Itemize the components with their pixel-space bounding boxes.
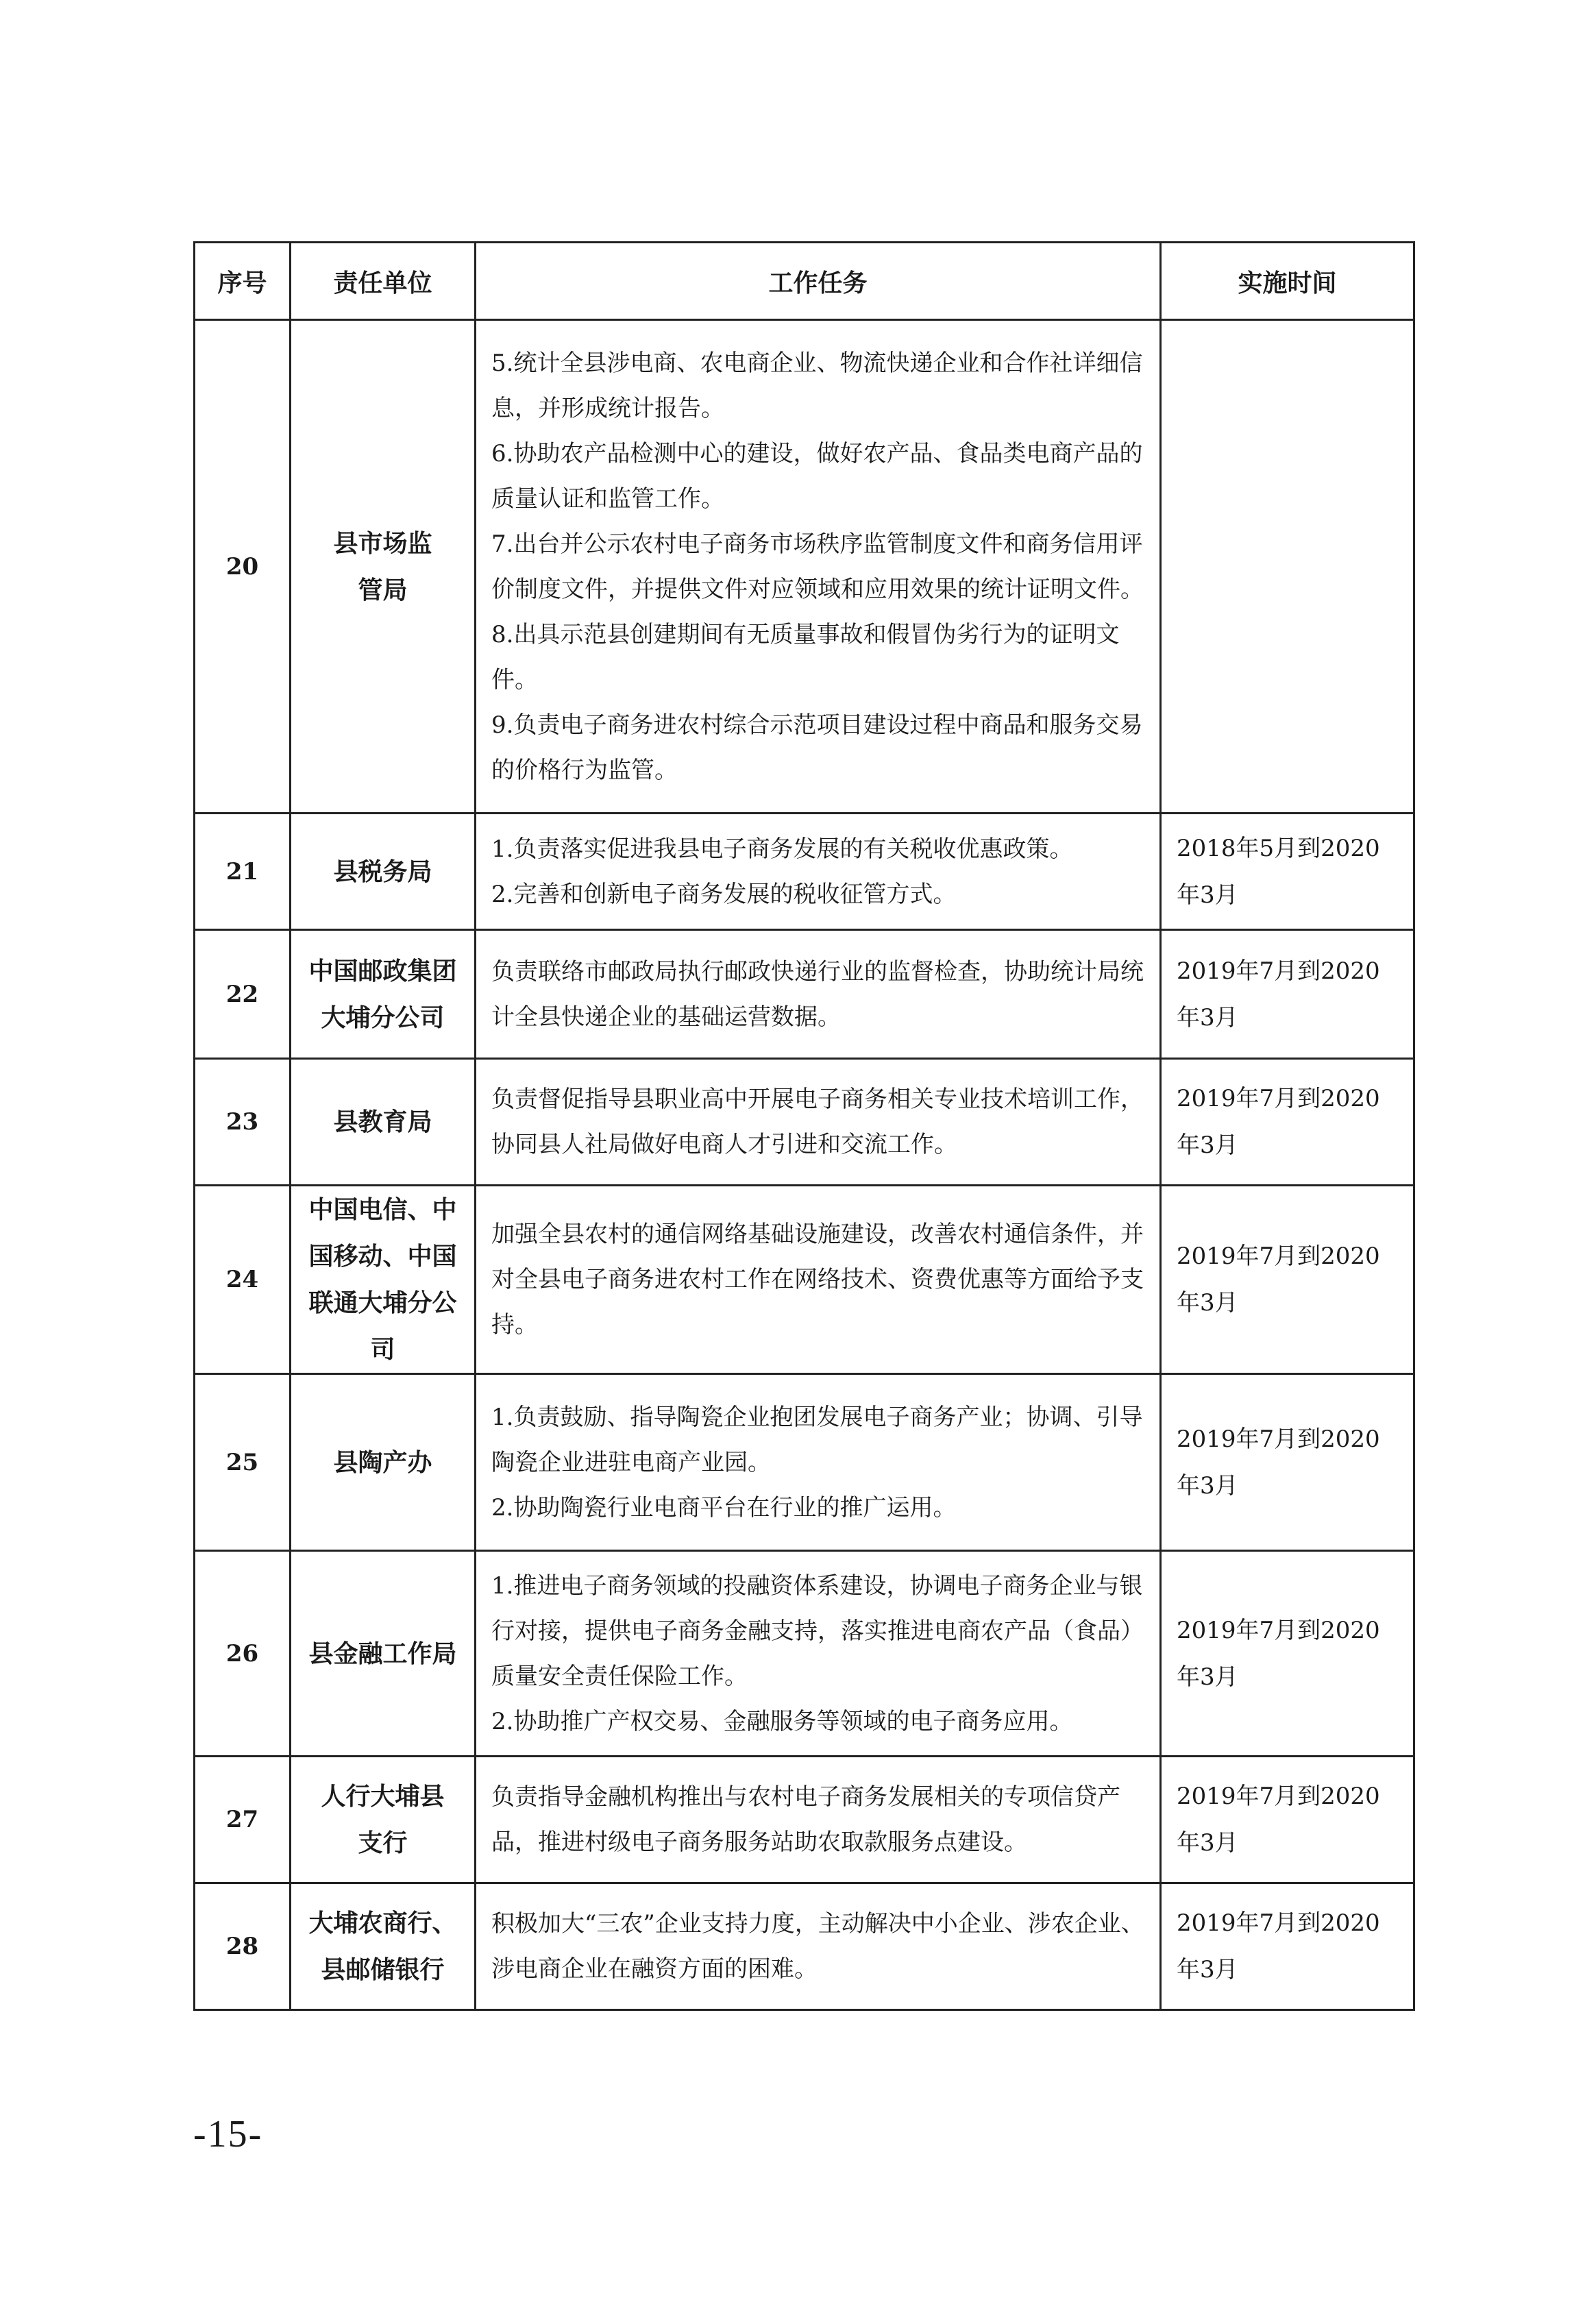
implementation-time: 2019年7月到2020年3月 xyxy=(1161,1551,1414,1757)
implementation-time: 2019年7月到2020年3月 xyxy=(1161,1757,1414,1883)
work-task xyxy=(476,1883,1161,2010)
table-row xyxy=(195,1883,1414,2010)
unit-line: 县市场监 xyxy=(333,528,432,558)
row-number: 27 xyxy=(195,1757,291,1883)
implementation-time: 2019年7月到2020年3月 xyxy=(1161,930,1414,1059)
table-row xyxy=(195,930,1414,1059)
implementation-time: 2019年7月到2020年3月 xyxy=(1161,1059,1414,1186)
unit-line: 司 xyxy=(370,1335,395,1364)
task-item: 1.负责鼓励、指导陶瓷企业抱团发展电子商务产业；协调、引导陶瓷企业进驻电商产业园。 xyxy=(491,1403,1143,1476)
header-number: 序号 xyxy=(195,243,291,320)
unit-line: 大埔农商行、 xyxy=(308,1909,457,1938)
task-item: 2.协助推广产权交易、金融服务等领域的电子商务应用。 xyxy=(491,1707,1073,1735)
task-item: 积极加大“三农”企业支持力度，主动解决中小企业、涉农企业、涉电商企业在融资方面的困难。 xyxy=(491,1910,1144,1983)
responsible-unit xyxy=(291,1883,476,2010)
unit-line: 县陶产办 xyxy=(333,1447,432,1477)
task-item: 8.出具示范县创建期间有无质量事故和假冒伪劣行为的证明文件。 xyxy=(491,620,1120,694)
unit-line: 管局 xyxy=(358,575,408,604)
work-task xyxy=(476,1757,1161,1883)
unit-line: 大埔分公司 xyxy=(321,1003,445,1032)
task-item: 1.推进电子商务领域的投融资体系建设，协调电子商务企业与银行对接，提供电子商务金融支持，落实推进电商农产品（食品）质量安全责任保险工作。 xyxy=(491,1572,1144,1690)
unit-line: 县教育局 xyxy=(333,1108,432,1136)
header-responsible-unit: 责任单位 xyxy=(291,243,476,320)
row-number: 20 xyxy=(195,320,291,814)
responsible-unit xyxy=(291,930,476,1059)
unit-line: 中国邮政集团 xyxy=(308,956,457,986)
task-item: 负责指导金融机构推出与农村电子商务发展相关的专项信贷产品，推进村级电子商务服务站助农取款服务点建设。 xyxy=(491,1783,1120,1856)
table-row xyxy=(195,1186,1414,1374)
row-number: 25 xyxy=(195,1374,291,1551)
work-task xyxy=(476,320,1161,814)
responsible-unit xyxy=(291,1757,476,1883)
implementation-time xyxy=(1161,320,1414,814)
task-item: 负责联络市邮政局执行邮政快递行业的监督检查，协助统计局统计全县快递企业的基础运营数据。 xyxy=(491,957,1144,1031)
responsible-unit xyxy=(291,1374,476,1551)
responsible-unit xyxy=(291,320,476,814)
table-row xyxy=(195,1551,1414,1757)
work-task xyxy=(476,814,1161,930)
responsible-unit xyxy=(291,1186,476,1374)
unit-line: 人行大埔县 xyxy=(321,1782,445,1811)
task-item: 2.完善和创新电子商务发展的税收征管方式。 xyxy=(491,880,957,908)
implementation-time: 2019年7月到2020年3月 xyxy=(1161,1374,1414,1551)
task-item: 负责督促指导县职业高中开展电子商务相关专业技术培训工作，协同县人社局做好电商人才引进和交流工作。 xyxy=(491,1086,1144,1158)
task-item: 6.协助农产品检测中心的建设，做好农产品、食品类电商产品的质量认证和监管工作。 xyxy=(491,439,1143,513)
implementation-time: 2019年7月到2020年3月 xyxy=(1161,1186,1414,1374)
task-item: 9.负责电子商务进农村综合示范项目建设过程中商品和服务交易的价格行为监管。 xyxy=(491,711,1143,784)
responsible-unit xyxy=(291,814,476,930)
row-number: 22 xyxy=(195,930,291,1059)
responsible-unit xyxy=(291,1551,476,1757)
work-task xyxy=(476,1374,1161,1551)
unit-line: 县邮储银行 xyxy=(321,1955,445,1984)
table-row xyxy=(195,1757,1414,1883)
implementation-time: 2018年5月到2020年3月 xyxy=(1161,814,1414,930)
unit-line: 国移动、中国 xyxy=(308,1242,457,1271)
implementation-time: 2019年7月到2020年3月 xyxy=(1161,1883,1414,2010)
table-row xyxy=(195,814,1414,930)
table-row xyxy=(195,1374,1414,1551)
unit-line: 支行 xyxy=(358,1829,408,1857)
task-item: 7.出台并公示农村电子商务市场秩序监管制度文件和商务信用评价制度文件，并提供文件对应领域和应用效果的统计证明文件。 xyxy=(491,530,1144,603)
task-item: 加强全县农村的通信网络基础设施建设，改善农村通信条件，并对全县电子商务进农村工作在网络技术、资费优惠等方面给予支持。 xyxy=(491,1221,1144,1339)
work-task xyxy=(476,1186,1161,1374)
table-row xyxy=(195,320,1414,814)
table-row xyxy=(195,1059,1414,1186)
task-item: 2.协助陶瓷行业电商平台在行业的推广运用。 xyxy=(491,1493,957,1521)
task-table xyxy=(193,241,1415,2011)
unit-line: 县税务局 xyxy=(333,857,432,886)
work-task xyxy=(476,930,1161,1059)
work-task xyxy=(476,1059,1161,1186)
row-number: 24 xyxy=(195,1186,291,1374)
row-number: 21 xyxy=(195,814,291,930)
header-work-task: 工作任务 xyxy=(476,243,1161,320)
unit-line: 中国电信、中 xyxy=(308,1195,457,1224)
task-item: 1.负责落实促进我县电子商务发展的有关税收优惠政策。 xyxy=(491,835,1073,863)
unit-line: 县金融工作局 xyxy=(308,1639,457,1668)
responsible-unit xyxy=(291,1059,476,1186)
task-item: 5.统计全县涉电商、农电商企业、物流快递企业和合作社详细信息，并形成统计报告。 xyxy=(491,349,1143,422)
row-number: 26 xyxy=(195,1551,291,1757)
header-implementation-time: 实施时间 xyxy=(1161,243,1414,320)
unit-line: 联通大埔分公 xyxy=(308,1288,457,1317)
table-header-row xyxy=(195,243,1414,320)
row-number: 28 xyxy=(195,1883,291,2010)
row-number: 23 xyxy=(195,1059,291,1186)
page-number: -15- xyxy=(193,2113,263,2155)
work-task xyxy=(476,1551,1161,1757)
